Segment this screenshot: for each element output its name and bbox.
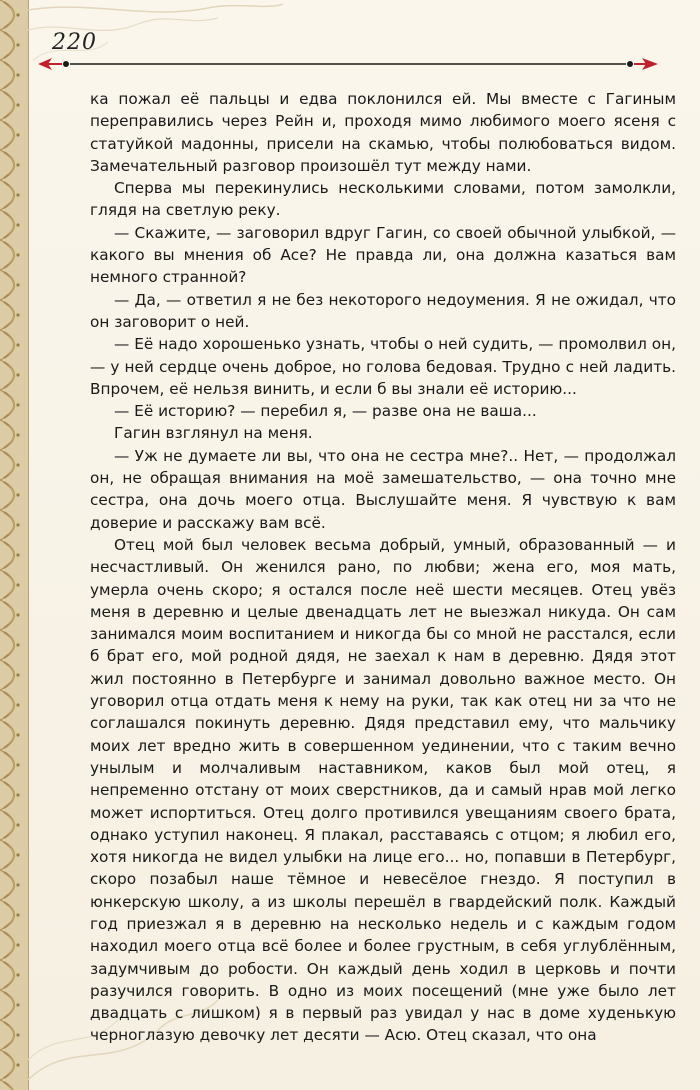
page-number: 220 — [52, 30, 97, 55]
ornamental-border — [0, 0, 29, 1090]
paragraph: — Её историю? — перебил я, — разве она не ваша... — [114, 402, 537, 421]
paragraph: — Скажите, — заговорил вдруг Гагин, со своей обычной улыбкой, — какого вы мнения об Асе? Не правда ли, она должна казаться вам немного странной? — [90, 223, 676, 287]
header-ornament-rule — [36, 52, 660, 76]
paragraph: Гагин взглянул на меня. — [114, 424, 313, 443]
paragraph: — Её надо хорошенько узнать, чтобы о ней судить, — промолвил он, — у ней сердце очень доброе, но голова бедовая. Трудно с ней ладить. Впрочем, её нельзя винить, и если б вы знали её историю... — [90, 335, 676, 398]
paragraph: Отец мой был человек весьма добрый, умный, образованный — и несчастливый. Он женился рано, по любви; жена его, моя мать, умерла очень скоро; я остался после неё шести месяцев. Отец увёз меня в деревню и целые двенадцать лет не выезжал никуда. Он сам занимался моим воспитанием и никогда бы со мной не расстался, если б брат его, мой родной дядя, не заехал к нам в деревню. Дядя этот жил постоянно в Петербурге и занимал довольно важное место. Он уговорил отца отдать меня к нему на руки, так как отец ни за что не соглашался покинуть деревню. Дядя представил ему, что мальчику моих лет вредно жить в совершенном уединении, что с таким вечно унылым и молчаливым наставником, каков был мой отец, я непременно отстану от моих сверстников, да и самый нрав мой легко может испортиться. Отец долго противился увещаниям своего брата, однако уступил наконец. Я плакал, расставаясь с отцом; я любил его, хотя никогда не видел улыбки на лице его... но, попавши в Петербург, скоро позабыл наше тёмное и невесёлое гнездо. Я поступил в юнкерскую школу, а из школы перешёл в гвардейский полк. Каждый год приезжал я в деревню на несколько недель и с каждым годом находил моего отца всё более и более грустным, в себя углублённым, задумчивым до робости. Он каждый день ходил в церковь и почти разучился говорить. В одно из моих посещений (мне уже было лет двадцать с лишком) я в первый раз увидал у нас в доме худенькую черноглазую девочку лет десяти — Асю. Отец сказал, что она — [90, 535, 676, 1045]
paragraph: — Уж не думаете ли вы, что она не сестра мне?.. Нет, — продолжал он, не обращая внимания на моё замешательство, — она точно мне сестра, она дочь моего отца. Выслушайте меня. Я чувствую к вам доверие и расскажу вам всё. — [90, 446, 676, 532]
paragraph: ка пожал её пальцы и едва поклонился ей. Мы вместе с Гагиным переправились через Рейн и, проходя мимо любимого моего ясеня с статуйкой мадонны, присели на скамью, чтобы полюбоваться видом. Замечательный разговор произошёл тут между нами. — [90, 90, 676, 175]
paragraph: — Да, — ответил я не без некоторого недоумения. Я не ожидал, что он заговорит о ней. — [90, 290, 676, 331]
paragraph: Сперва мы перекинулись несколькими словами, потом замолкли, глядя на светлую реку. — [90, 179, 676, 220]
page-text — [90, 88, 676, 1047]
right-arrow-ornament-icon — [627, 58, 658, 70]
left-arrow-ornament-icon — [38, 58, 69, 70]
